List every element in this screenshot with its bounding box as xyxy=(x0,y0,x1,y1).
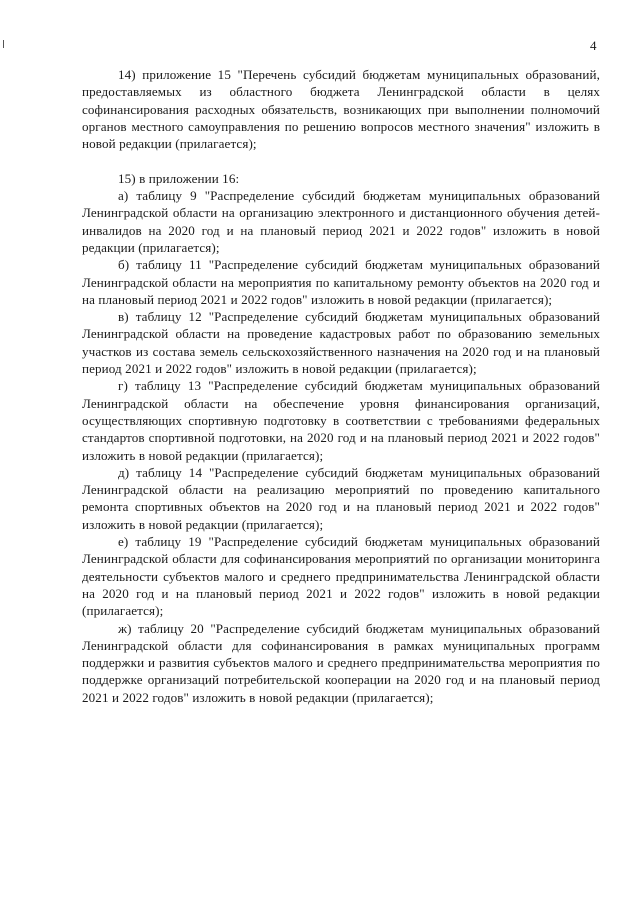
scan-edge-mark xyxy=(3,40,4,48)
paragraph-subitem-d: д) таблицу 14 "Распределение субсидий бюджетам муниципальных образований Ленинградской области на реализацию мероприятий по проведению капитального ремонта спортивных объектов на 2020 год и на плановый период 2021 и 2022 годов" изложить в новой редакции (прилагается); xyxy=(82,464,600,532)
paragraph-subitem-a: а) таблицу 9 "Распределение субсидий бюджетам муниципальных образований Ленинградской области на организацию электронного и дистанционного обучения детей-инвалидов на 2020 год и на плановый период 2021 и 2022 годов" изложить в новой редакции (прилагается); xyxy=(82,188,600,255)
page-number: 4 xyxy=(590,38,597,53)
paragraph-subitem-g: г) таблицу 13 "Распределение субсидий бюджетам муниципальных образований Ленинградской области на обеспечение уровня финансирования организаций, осуществляющих спортивную подготовку в соответствии с требованиями федеральных стандартов спортивной подготовки, на 2020 год и на плановый период 2021 и 2022 годов" изложить в новой редакции (прилагается); xyxy=(82,378,600,463)
paragraph-subitem-zh: ж) таблицу 20 "Распределение субсидий бюджетам муниципальных образований Ленинградской области для софинансирования в рамках муниципальных программ поддержки и развития субъектов малого и среднего предпринимательства мероприятия по поддержке организаций потребительской кооперации на 2020 год и на плановый период 2021 и 2022 годов" изложить в новой редакции (прилагается); xyxy=(82,620,600,705)
paragraph-subitem-b: б) таблицу 11 "Распределение субсидий бюджетам муниципальных образований Ленинградской области на мероприятия по капитальному ремонту объектов на 2020 год и на плановый период 2021 и 2022 годов" изложить в новой редакции (прилагается); xyxy=(82,257,600,307)
paragraph-item-14: 14) приложение 15 "Перечень субсидий бюджетам муниципальных образований, предоставляемых из областного бюджета Ленинградской области в целях софинансирования расходных обязательств, возникающих при выполнении полномочий органов местного самоуправления по решению вопросов местного значения" изложить в новой редакции (прилагается); xyxy=(82,67,600,152)
paragraph-item-15: 15) в приложении 16: xyxy=(118,170,240,186)
paragraph-gap xyxy=(82,152,600,169)
document-body xyxy=(82,66,600,706)
paragraph-subitem-v: в) таблицу 12 "Распределение субсидий бюджетам муниципальных образований Ленинградской области на проведение кадастровых работ по образованию земельных участков из состава земель сельскохозяйственного назначения на 2020 год и на плановый период 2021 и 2022 годов" изложить в новой редакции (прилагается); xyxy=(82,309,600,377)
paragraph-subitem-e: е) таблицу 19 "Распределение субсидий бюджетам муниципальных образований Ленинградской области для софинансирования мероприятий по организации мониторинга деятельности субъектов малого и среднего предпринимательства Ленинградской области на 2020 год и на плановый период 2021 и 2022 годов" изложить в новой редакции (прилагается); xyxy=(82,534,600,619)
